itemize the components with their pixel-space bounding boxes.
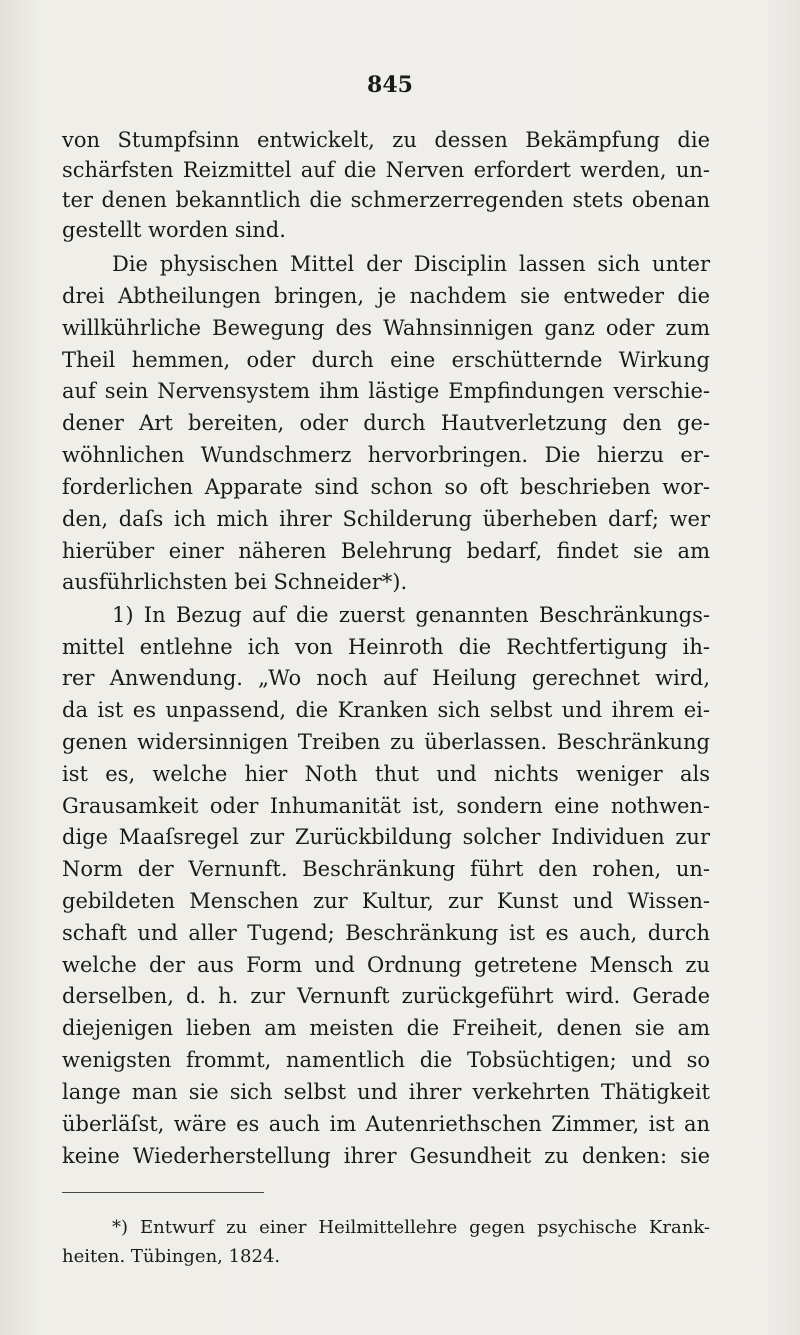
text-line: Die physischen Mittel der Disciplin lassen sich unter [112,252,710,276]
text-line: Norm der Vernunft. Beschränkung führt den rohen, un- [62,857,710,881]
text-line: keine Wiederherstellung ihrer Gesundheit zu denken: sie [62,1144,710,1168]
text-line: genen widersinnigen Treiben zu überlassen. Beschränkung [62,730,710,754]
text-line: diejenigen lieben am meisten die Freiheit, denen sie am [62,1016,710,1040]
text-line: überläſst, wäre es auch im Autenriethschen Zimmer, ist an [62,1112,710,1136]
text-line: Grausamkeit oder Inhumanität ist, sondern eine nothwen- [62,794,710,818]
text-line: ter denen bekanntlich die schmerzerregenden stets obenan [62,188,710,212]
footnote-divider [62,1192,264,1193]
text-line: wöhnlichen Wundschmerz hervorbringen. Die hierzu er- [62,443,710,467]
text-line: rer Anwendung. „Wo noch auf Heilung gerechnet wird, [62,666,710,690]
text-line: von Stumpfsinn entwickelt, zu dessen Bekämpfung die [62,128,710,152]
text-line: gestellt worden sind. [62,218,286,242]
page-number: 845 [367,72,413,98]
text-line: forderlichen Apparate sind schon so oft beschrieben wor- [62,475,710,499]
text-line: mittel entlehne ich von Heinroth die Rechtfertigung ih- [62,635,710,659]
text-line: willkührliche Bewegung des Wahnsinnigen ganz oder zum [62,316,710,340]
text-line: dige Maaſsregel zur Zurückbildung solcher Individuen zur [62,825,710,849]
text-line: wenigsten frommt, namentlich die Tobsüchtigen; und so [62,1048,710,1072]
text-line: schaft und aller Tugend; Beschränkung ist es auch, durch [62,921,710,945]
text-line: derselben, d. h. zur Vernunft zurückgeführt wird. Gerade [62,984,710,1008]
text-line: hierüber einer näheren Belehrung bedarf, findet sie am [62,539,710,563]
text-line: den, daſs ich mich ihrer Schilderung überheben darf; wer [62,507,710,531]
footnote-line: heiten. Tübingen, 1824. [62,1246,281,1267]
text-line: ist es, welche hier Noth thut und nichts weniger als [62,762,710,786]
text-line: da ist es unpassend, die Kranken sich selbst und ihrem ei- [62,698,710,722]
text-line: drei Abtheilungen bringen, je nachdem sie entweder die [62,284,710,308]
text-line: ausführlichsten bei Schneider*). [62,570,408,594]
text-line: schärfsten Reizmittel auf die Nerven erfordert werden, un- [62,158,710,182]
text-line: lange man sie sich selbst und ihrer verkehrten Thätigkeit [62,1080,710,1104]
text-line: gebildeten Menschen zur Kultur, zur Kunst und Wissen- [62,889,710,913]
text-line: 1) In Bezug auf die zuerst genannten Beschränkungs- [112,603,710,627]
text-line: dener Art bereiten, oder durch Hautverletzung den ge- [62,411,710,435]
footnote-line: *) Entwurf zu einer Heilmittellehre gegen psychische Krank- [112,1217,710,1238]
text-line: welche der aus Form und Ordnung getretene Mensch zu [62,953,710,977]
text-line: auf sein Nervensystem ihm lästige Empfindungen verschie- [62,379,710,403]
text-line: Theil hemmen, oder durch eine erschütternde Wirkung [62,348,710,372]
